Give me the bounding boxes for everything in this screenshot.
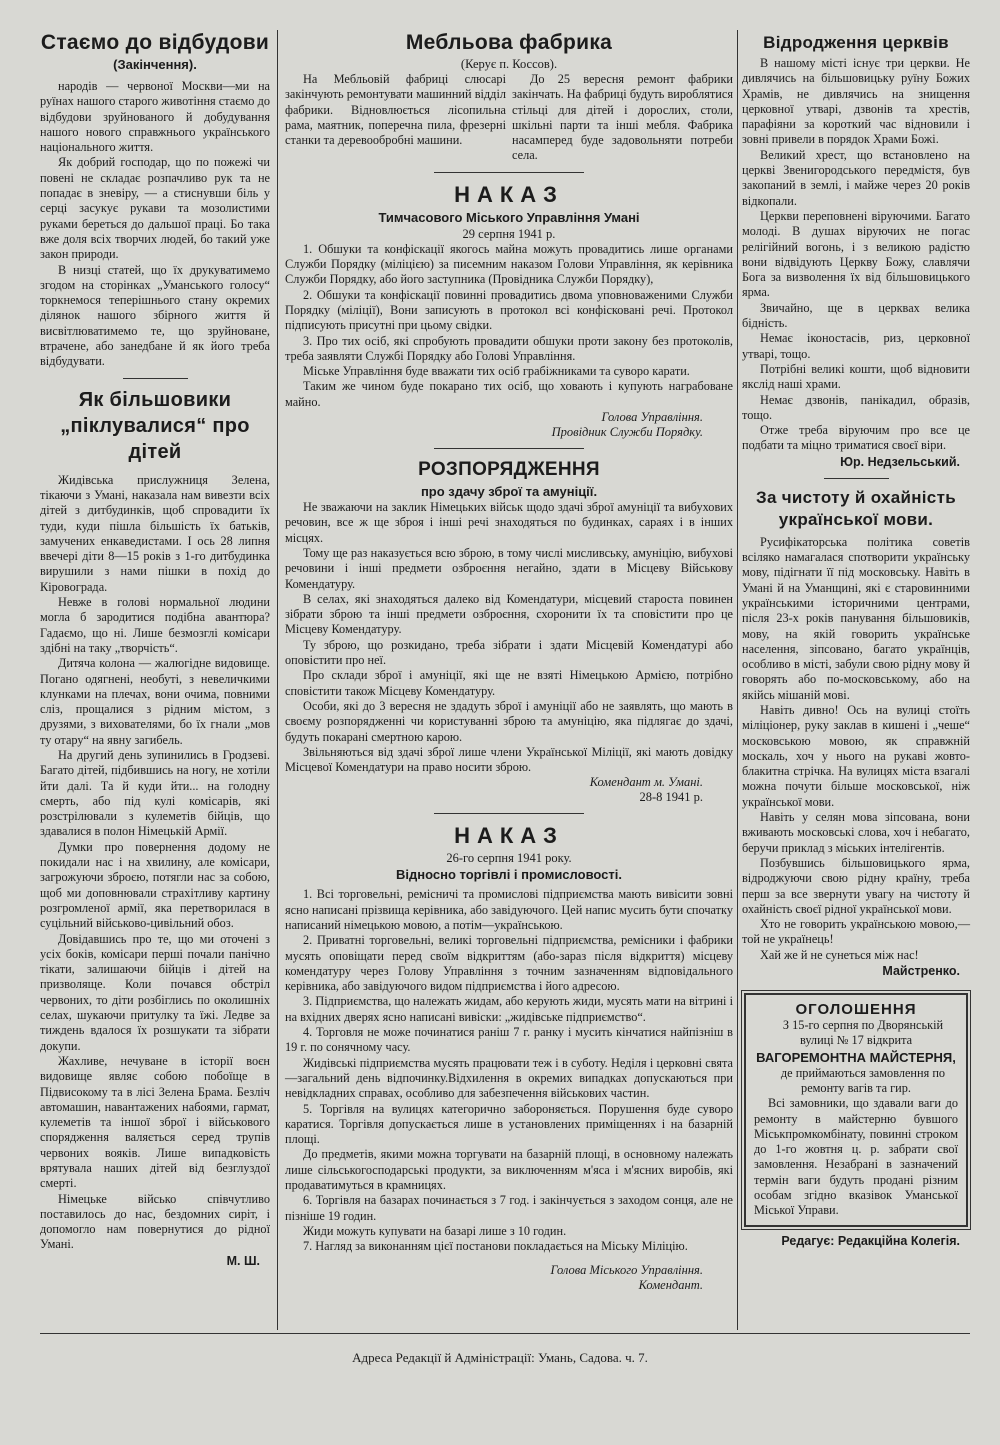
paragraph: Жахливе, нечуване в історії воєн видовище являє собою побоїще в Підвисокому та в лісі Зелена Брама. Безліч автомашин, навантажених набоями, гармат, кулеметів та іншої зброї і військового спорядження валяється серед трупів червоних вояків. Лише випадковість врятувала наших дітей від безглуздої смерті.: [40, 1053, 270, 1191]
paragraph: Отже треба віруючим про все це подбати та міцно триматися своєї віри.: [742, 423, 970, 453]
paragraph: 2. Приватні торговельні, великі торговельні підприємства, ремісники і фабрики мусять оповіщати перед своїм відкриттям (або-зараз після відкриття) місцеву комендатуру через Голову Управління з точним зазначенням відповідального керівника, або завідуючого видом підприємства і його адресою.: [285, 933, 733, 994]
signature-date: 28-8 1941 р.: [639, 790, 703, 805]
signature: Комендант м. Умані.: [589, 775, 703, 790]
paragraph: Думки про повернення додому не покидали нас і на хвилину, але комісари, загрожуючи зброєю, потягли нас за собою, щоб ми доповнювали страхітливу картину розгромленої армії, яка перетворилася в суцільний військово-цивільний обоз.: [40, 839, 270, 931]
advertisement-box: [744, 993, 968, 1227]
paragraph: Про склади зброї і амуніції, які ще не взяті Німецькою Армією, потрібно сповістити також Місцеву Комендатуру.: [285, 668, 733, 698]
paragraph: Хай же й не сунеться між нас!: [760, 947, 919, 962]
paragraph: Немає іконостасів, риз, церковної утварі, тощо.: [742, 331, 970, 361]
divider: [123, 378, 188, 379]
paragraph: Таким же чином буде покарано тих осіб, що ховають і купують награбоване майно.: [285, 379, 733, 409]
paragraph: 7. Нагляд за виконанням цієї постанови покладається на Міську Міліцію.: [303, 1239, 688, 1254]
article-title: За чистоту й охайність української мови.: [756, 487, 956, 529]
paragraph: На другий день зупинились в Гродзеві. Багато дітей, підбившись на ногу, не хотіли йти далі. Та й куди йти... на голодну смерть, або під кулі комісарів, які розстрілювали з кулеметів бійців, що здавалися в полон Німецькій Армії.: [40, 747, 270, 839]
ad-title: ОГОЛОШЕННЯ: [795, 1001, 917, 1019]
paragraph: 1. Обшуки та конфіскації якогось майна можуть провадитись лише органами Служби Порядку (міліцією) за писемним наказом Голови Управління, як керівника Служби Порядку, або його заступника (Провідника Служби Порядку),: [285, 241, 733, 287]
paragraph: 2. Обшуки та конфіскації повинні провадитись двома уповноваженими Служби Порядку (міліції), Вони записують в протокол всі конфісковані речі. Протокол підписують присутні при цьому свідки.: [285, 287, 733, 333]
article-body: [285, 242, 733, 410]
footer-divider: [40, 1333, 970, 1334]
order-subtitle: Відносно торгівлі і промисловості.: [396, 867, 622, 883]
column-divider: [737, 30, 738, 1330]
article-body: [40, 473, 270, 1253]
article-body: [742, 56, 970, 454]
paragraph: Навіть дивно! Ось на вулиці стоїть міліціонер, руку заклав в кишені і „чеше“ московською мовою, як справжній москаль, хоч у нього на рукаві жовто-блакитна стрічка. На вулицях міста взагалі можна почути більше московської, ніж української мови.: [742, 702, 970, 809]
article-title: Як більшовики „піклувалися“ про дітей: [60, 388, 250, 463]
paragraph: Немає дзвонів, панікадил, образів, тощо.: [742, 392, 970, 422]
article-body: [285, 887, 733, 1254]
paragraph: Звільняються від здачі зброї лише члени Української Міліції, які мають довідку Місцевої Комендатури на право носити зброю.: [285, 744, 733, 775]
right-column: [742, 30, 970, 1249]
paragraph: Ту зброю, що розкидано, треба зібрати і здати Місцевій Комендатурі або оповістити про неї.: [285, 637, 733, 668]
paragraph: 4. Торговля не може починатися раніш 7 г. ранку і мусить кінчатися найпізніш в 19 г. по сонячному часу.: [285, 1025, 733, 1055]
ad-text: де приймаються замовлення по ремонту вагів та гир.: [780, 1065, 946, 1095]
order-title: НАКАЗ: [454, 823, 564, 849]
paragraph: 3. Підприємства, що належать жидам, або керують жиди, мусять мати на вітрині і на вхідних дверях ясно написані вивіски: „жидівське підприємство“.: [285, 994, 733, 1024]
editor-credit: Редагує: Редакційна Колегія.: [781, 1233, 960, 1248]
paragraph: Позбувшись більшовицького ярма, відроджуючи свою рідну країну, треба перш за все звернути увагу на чистоту й охайність своєї рідної української мови.: [742, 855, 970, 916]
ad-text: З 15-го серпня по Дворянській вулиці № 17 відкрита: [782, 1018, 944, 1048]
signature: Голова Управління.: [601, 410, 703, 425]
signature: Комендант.: [638, 1277, 703, 1292]
left-column: [40, 30, 270, 1269]
paragraph: Як добрий господар, що по пожежі чи повені не складає розпачливо рук та не попадає в зневіру, — а стиснувши біль у серці засукує рукави та мозолистими руками береться до дальшої праці. Бо така вже доля всіх творчих людей, бо такий уже закон природи.: [40, 155, 270, 262]
editorial-address: Адреса Редакції й Адміністрації: Умань, Садова. ч. 7.: [352, 1350, 648, 1365]
order-title: НАКАЗ: [454, 181, 564, 207]
paragraph: Тому ще раз наказується всю зброю, в тому числі мисливську, амуніцію, вибухові речовини і інші предмети озброєння негайно, здати в Місцеву Військову Комендатуру.: [285, 545, 733, 591]
paragraph: Особи, які до 3 вересня не здадуть зброї і амуніції або не заявлять, що мають в своєму розпорядженні чи користуванні зброю та амуніцію, яка підлягає до здачі, будуть покарані смертною карою.: [285, 698, 733, 744]
paragraph: В низці статей, що їх друкуватимемо згодом на сторінках „Уманського голосу“ торкнемося теперішнього стану окремих ділянок нашого збірного життя й висвітлюватимемо те, що зруйноване, втрачене, або занедбане й як його треба відбудувати.: [40, 262, 270, 369]
paragraph: Русифікаторська політика советів всіляко намагалася спотворити українську мову, підігнати її під московську. Навіть в Умані й на Уманщині, які є старовинними українськими історичними центрами, після 23-х років панування більшовиків, мову, на якій говорить українське населення, зіпсовано, багато українців, особливо в місті, забули свою рідну мову й говорять або по-московському, або на якійсь мішаній мові.: [742, 534, 970, 702]
article-subtitle: (Закінчення).: [113, 57, 197, 72]
order-date: 29 серпня 1941 р.: [462, 226, 556, 241]
divider: [434, 172, 584, 173]
paragraph: Довідавшись про те, що ми оточені з усіх боків, комісари перші почали панічно тікати, залишаючи бійців і дітей на призволяще. Коли почався обстріл червоних, то діти розбіглись по околишніх селах, шукаючи притулку та їжі. Ледве за тиждень вдалося їх розшукати та зібрати докупи.: [40, 931, 270, 1053]
article-body: [742, 535, 970, 963]
article-title: Стаємо до відбудови: [40, 31, 270, 54]
paragraph: Жидівська прислужниця Зелена, тікаючи з Умані, наказала нам вивезти всіх дітей з дитбудинків, щоб спровадити їх туди, куди пішла більшість їх батьків, замучених енкаведистами. І ось 28 липня ввечері діти 8—15 років з 1-го дитбудинка вирушили з нами пішки в похід до Кіровограда.: [40, 472, 270, 594]
order-subtitle: про здачу зброї та амуніції.: [420, 484, 598, 500]
paragraph: Міське Управління буде вважати тих осіб грабіжниками та суворо карати.: [303, 364, 690, 379]
paragraph: Церкви переповнені віруючими. Багато молоді. В душах віруючих не погас релігійний вогонь, і з великою радістю вони відвідують Церкву Божу, славлячи Бога за визволення їх від більшовицького ярма.: [742, 208, 970, 300]
paragraph: До 25 вересня ремонт фабрики закінчать. На фабриці будуть вироблятися стільці для дітей і дорослих, столи, шкільні парти та інші мебля. Фабрика насамперед буде задовольняти потреби села.: [512, 72, 733, 163]
divider: [434, 813, 584, 814]
signature: Провідник Служби Порядку.: [551, 425, 703, 440]
paragraph: 3. Про тих осіб, які спробують провадити обшуки проти закону без протоколів, треба заявляти Службі Порядку або Голові Управління.: [285, 333, 733, 363]
column-divider: [277, 30, 278, 1330]
signature: Юр. Недзельський.: [840, 454, 960, 469]
paragraph: Невже в голові нормальної людини могла б зародитися подібна авантюра? Гадаємо, що ні. Лише безмозглі комісари здібні на таку „творчість“.: [40, 595, 270, 655]
order-date: 26-го серпня 1941 року.: [446, 851, 572, 866]
paragraph: 1. Всі торговельні, ремісничі та промислові підприємства мають вивісити зовні ясно написані прізвища керівника, або завідуючого. Цей напис мусить бути спочатку написаний німецькою мовою, а потім—українською.: [285, 887, 733, 932]
divider: [824, 478, 889, 479]
paragraph: Жидівські підприємства мусять працювати теж і в суботу. Неділя і церковні свята—загальний день відпочинку.Відхилення в окремих випадках допускаються при невідкладних справах, особливо для забезпечення військових частин.: [285, 1055, 733, 1101]
paragraph: До предметів, якими можна торгувати на базарній площі, в основному належать лише сільськогосподарські продукти, за виключенням м'яса і м'ясних виробів, які продаватимуться в крамницях.: [285, 1147, 733, 1193]
middle-column: [285, 30, 733, 1293]
signature: М. Ш.: [226, 1253, 260, 1268]
paragraph: 6. Торгівля на базарах починається з 7 год. і закінчується з заходом сонця, але не пізніше 19 годин.: [285, 1193, 733, 1223]
ad-workshop-name: ВАГОРЕМОНТНА МАЙСТЕРНЯ,: [756, 1049, 956, 1065]
paragraph: Потрібні великі кошти, щоб відновити якслід наші храми.: [742, 361, 970, 392]
paragraph: 5. Торгівля на вулицях категорично забороняється. Порушення буде суворо каратися. Торгівля допускається лише в установлених приміщеннях і на базарній площі.: [285, 1101, 733, 1147]
paragraph: Німецьке військо співчутливо поставилось до нас, бездомних сиріт, і допомогло нам повернутися до рідної Умані.: [40, 1191, 270, 1252]
article-title: Відродження церквів: [763, 33, 949, 52]
divider: [434, 448, 584, 449]
order-subtitle: Тимчасового Міського Управління Умані: [378, 209, 640, 225]
paragraph: В селах, які знаходяться далеко від Комендатури, місцевий староста повинен зібрати зброю та інші предмети озброєння, схоронити їх та сповістити про це Місцеву Комендатуру.: [285, 591, 733, 637]
article-body: [40, 79, 270, 370]
paragraph: В нашому місті існує три церкви. Не дивлячись на більшовицьку руїну Божих Храмів, не дивлячись на знищення церковної утварі, дзвонів та хрестів, парафіяни за короткий час відновили і зовні привели в порядок Храми Божі.: [742, 56, 970, 147]
paragraph: Хто не говорить українською мовою,—той не українець!: [742, 917, 970, 947]
paragraph: Дитяча колона — жалюгідне видовище. Погано одягнені, необуті, з невеличкими клунками на плечах, вони очима, повними сліз, прощалися з рідним містом, з друзями, з вихователями, бо їх гнали „мов ту отару“ на явну загибель.: [40, 656, 270, 747]
signature: Майстренко.: [882, 964, 960, 979]
article-body: [285, 500, 733, 775]
paragraph: Не зважаючи на заклик Німецьких військ щодо здачі зброї амуніції та вибухових речовин, все ж ще зброя і інші речі знаходяться по будинках, сараях і в інших місцях.: [285, 500, 733, 545]
paragraph: народів — червоної Москви—ми на руїнах нашого старого животіння стаємо до відбудови зруйнованого й добудування нашого нового справжнього українського національного життя.: [40, 79, 270, 155]
paragraph: На Мебльовій фабриці слюсарі закінчують ремонтувати машинний відділ фабрики. Відновлюється лісопильна рама, маятник, поперечна пила, фрезерні станки та деревообробні машини.: [285, 72, 506, 148]
article-subtitle: (Керує п. Коссов).: [460, 57, 558, 71]
order-title: РОЗПОРЯДЖЕННЯ: [418, 459, 600, 481]
paragraph: Великий хрест, що встановлено на церкві Звенигородського передмістя, був закопаний в землі, і майже через 20 років відкопали.: [742, 147, 970, 208]
article-title: Мебльова фабрика: [405, 31, 613, 54]
ad-text: Всі замовники, що здавали ваги до ремонту в майстерню бувшого Міськпромкомбінату, повинні строком до 1-го жовтня ц. р. забрати свої замовлення. Незабрані в зазначений термін ваги будуть продані різним особам згідно вказівок Уманської Міської Управи.: [754, 1096, 958, 1218]
paragraph: Звичайно, ще в церквах велика бідність.: [742, 300, 970, 331]
signature: Голова Міського Управління.: [550, 1262, 703, 1277]
paragraph: Навіть у селян мова зіпсована, вони вживають московські слова, хоч і небагато, беручи приклад з міських інтелігентів.: [742, 810, 970, 855]
paragraph: Жиди можуть купувати на базарі лише з 10 годин.: [303, 1223, 567, 1238]
